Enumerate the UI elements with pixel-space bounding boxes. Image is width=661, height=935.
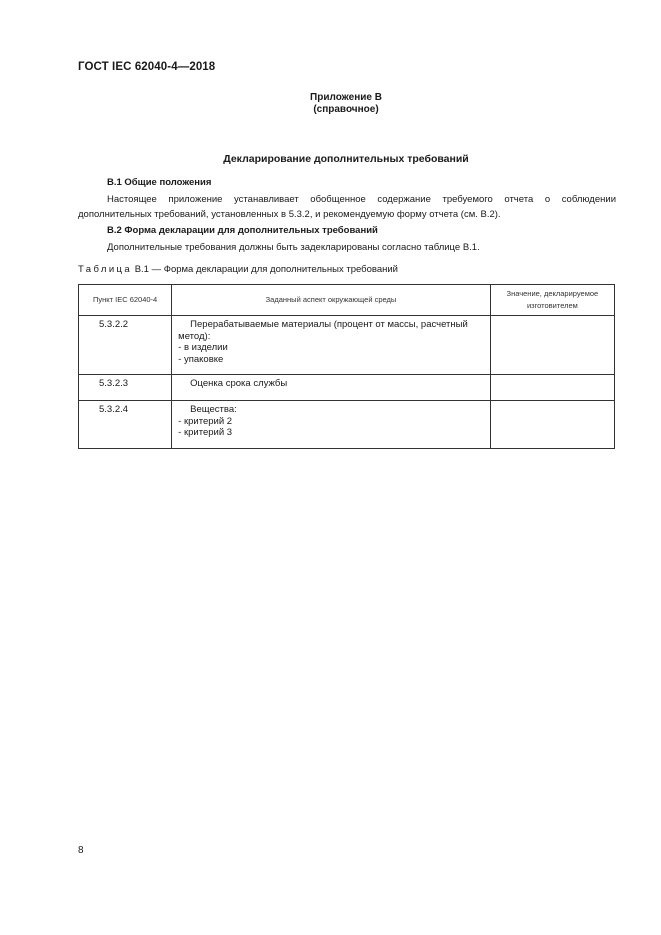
section-paragraph-b2: Дополнительные требования должны быть задекларированы согласно таблице В.1. (107, 242, 480, 253)
aspect-line: - в изделии (178, 342, 228, 353)
table-caption (78, 264, 398, 275)
aspect-line: - критерий 2 (178, 415, 233, 427)
clause-cell: 5.3.2.2 (79, 316, 172, 375)
aspect-cell (172, 401, 491, 449)
declaration-table (78, 284, 615, 449)
header-value: Значение, декларируемое изготовителем (490, 285, 614, 316)
table-header-row (79, 285, 615, 316)
appendix-title: Приложение В (310, 92, 382, 103)
aspect-line: - критерий 3 (178, 427, 233, 438)
section-paragraph-b1: Настоящее приложение устанавливает обобщенное содержание требуемого отчета о соблюдении дополнительных требований, установленных в 5.3.2, и рекомендуемую форму отчета (см. В.2). (78, 194, 616, 220)
aspect-line: Перерабатываемые материалы (процент от массы, расчетный метод): (178, 319, 468, 342)
aspect-line: Оценка срока службы (190, 378, 288, 389)
value-cell (490, 401, 614, 449)
value-cell (490, 375, 614, 401)
header-clause: Пункт IEC 62040-4 (79, 285, 172, 316)
section-title: Декларирование дополнительных требований (223, 153, 469, 165)
table-row (79, 375, 615, 401)
clause-cell: 5.3.2.3 (79, 375, 172, 401)
appendix-subtitle: (справочное) (313, 104, 379, 115)
section-heading-b2: В.2 Форма декларации для дополнительных требований (107, 225, 378, 236)
aspect-line: - упаковке (178, 353, 224, 365)
aspect-line: Вещества: (190, 404, 237, 415)
aspect-cell (172, 375, 491, 401)
table-row (79, 401, 615, 449)
section-heading-b1: В.1 Общие положения (107, 177, 212, 188)
aspect-cell (172, 316, 491, 375)
table-caption-text: В.1 — Форма декларации для дополнительных требований (132, 264, 398, 275)
document-header: ГОСТ IEC 62040-4—2018 (78, 61, 216, 73)
value-cell (490, 316, 614, 375)
table-caption-prefix: Таблица (78, 264, 133, 275)
header-aspect: Заданный аспект окружающей среды (172, 285, 491, 316)
page-number: 8 (78, 845, 84, 856)
clause-cell: 5.3.2.4 (79, 401, 172, 449)
table-row (79, 316, 615, 375)
